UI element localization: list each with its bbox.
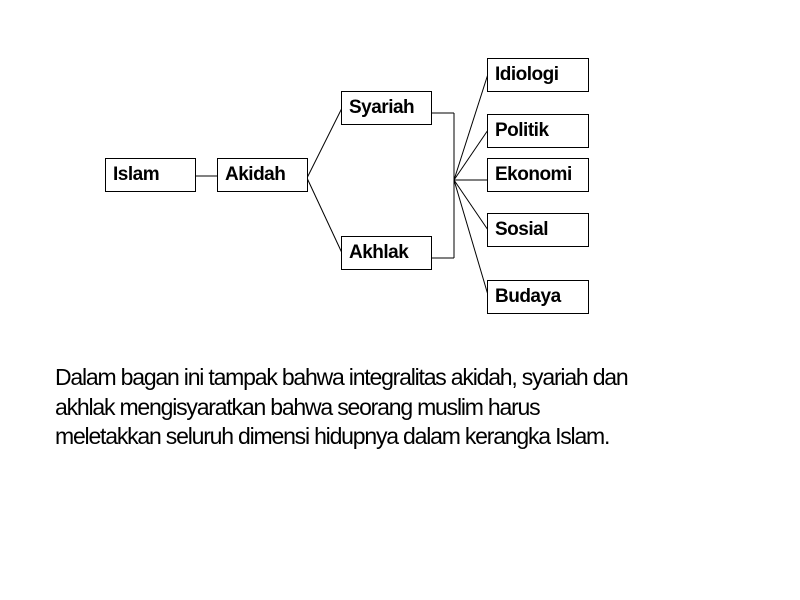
node-ekonomi-label: Ekonomi xyxy=(495,164,572,185)
caption-line-2: akhlak mengisyaratkan bahwa seorang muslim harus xyxy=(55,393,540,420)
node-politik xyxy=(487,114,589,148)
line-akidah-syariah xyxy=(307,108,342,178)
node-sosial xyxy=(487,213,589,247)
node-akidah xyxy=(217,158,308,192)
line-to-idiologi xyxy=(454,74,488,180)
node-budaya xyxy=(487,280,589,314)
line-to-sosial xyxy=(454,180,488,230)
node-politik-label: Politik xyxy=(495,120,549,141)
node-budaya-label: Budaya xyxy=(495,286,561,307)
line-to-politik xyxy=(454,130,488,180)
node-syariah xyxy=(341,91,432,125)
node-akidah-label: Akidah xyxy=(225,164,286,185)
caption-line-1: Dalam bagan ini tampak bahwa integralitas akidah, syariah dan xyxy=(55,364,628,390)
line-to-budaya xyxy=(454,180,488,295)
node-idiologi-label: Idiologi xyxy=(495,64,559,85)
node-ekonomi xyxy=(487,158,589,192)
node-akhlak xyxy=(341,236,432,270)
node-idiologi xyxy=(487,58,589,92)
caption-line-3: meletakkan seluruh dimensi hidupnya dalam kerangka Islam. xyxy=(55,423,610,449)
line-akidah-akhlak xyxy=(307,178,342,253)
node-islam-label: Islam xyxy=(113,164,160,185)
node-akhlak-label: Akhlak xyxy=(349,242,409,263)
node-islam xyxy=(105,158,196,192)
caption-text xyxy=(55,363,755,452)
node-sosial-label: Sosial xyxy=(495,219,548,240)
node-syariah-label: Syariah xyxy=(349,97,415,118)
